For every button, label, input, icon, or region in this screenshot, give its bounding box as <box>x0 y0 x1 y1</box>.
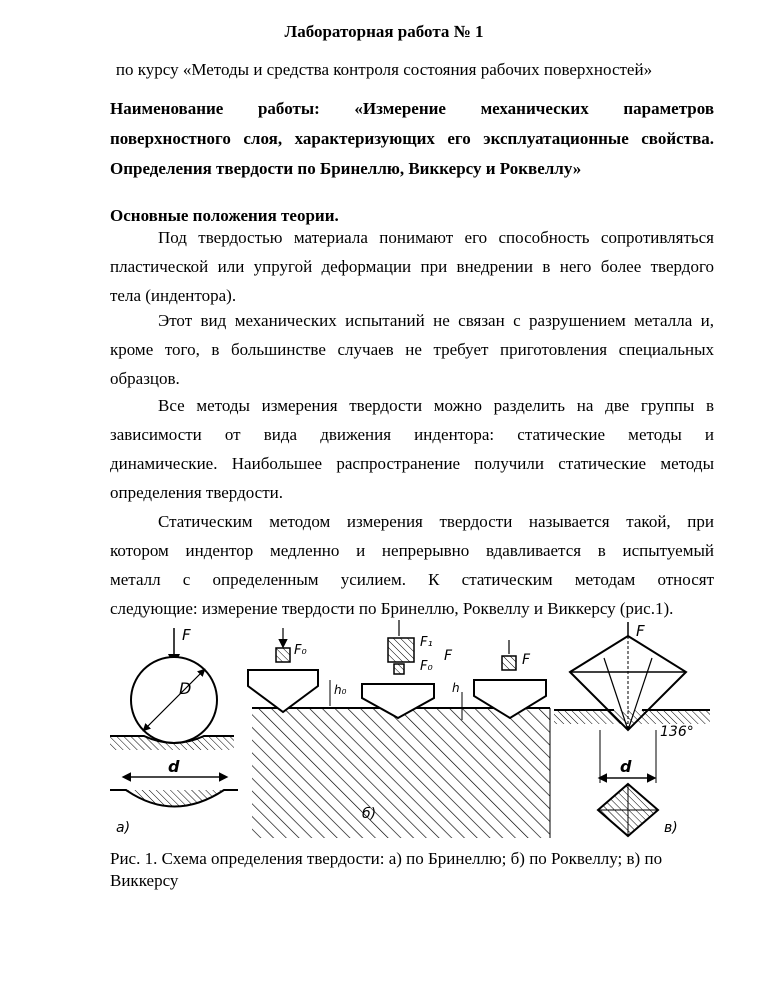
imprint-diameter-label: d <box>168 757 180 776</box>
force-label-3: F <box>522 652 531 668</box>
label-b: б) <box>362 806 377 822</box>
course-subtitle: по курсу «Методы и средства контроля состояния рабочих поверхностей» <box>115 60 653 79</box>
paragraph-2 <box>110 306 714 393</box>
hardness-figure <box>104 618 716 850</box>
diameter-label: D <box>179 679 192 698</box>
imprint-diagonal-label: d <box>620 757 632 776</box>
brinell-diagram <box>110 626 238 836</box>
work-name-line-3: Определения твердости по Бринеллю, Виккерсу и Роквеллу» <box>110 159 582 178</box>
section-heading: Основные положения теории. <box>110 206 339 225</box>
paragraph-line: Этот вид механических испытаний не связан с разрушением металла и, <box>158 311 714 330</box>
h-label: h <box>452 681 460 695</box>
paragraph-line: пластической или упругой деформации при внедрении в него более твердого <box>110 257 714 276</box>
angle-label: 136° <box>660 724 694 740</box>
force-label-4: F <box>636 622 645 640</box>
figure-caption: Рис. 1. Схема определения твердости: а) по Бринеллю; б) по Роквеллу; в) по Виккерсу <box>110 849 663 890</box>
paragraph-line: кроме того, в большинстве случаев не требует приготовления специальных <box>110 340 714 359</box>
paragraph-line: образцов. <box>110 369 180 388</box>
rockwell-diagram <box>248 620 550 838</box>
paragraph-line: следующие: измерение твердости по Бринеллю, Роквеллу и Виккерсу (рис.1). <box>110 599 674 618</box>
f0-label-2: F₀ <box>420 659 433 674</box>
vickers-diagram <box>554 622 710 836</box>
paragraph-line: тела (индентора). <box>110 286 237 305</box>
force-label: F <box>182 626 191 644</box>
f0-label: F₀ <box>294 643 307 658</box>
paragraph-line: Все методы измерения твердости можно разделить на две группы в <box>158 396 714 415</box>
label-v: в) <box>664 820 678 836</box>
paragraph-line: Статическим методом измерения твердости называется такой, при <box>158 512 714 531</box>
paragraph-line: определения твердости. <box>110 483 283 502</box>
work-name <box>110 94 714 184</box>
paragraph-4 <box>110 507 714 623</box>
f1-label: F₁ <box>420 635 433 650</box>
paragraph-line: Под твердостью материала понимают его способность сопротивляться <box>158 228 714 247</box>
h0-label: h₀ <box>334 683 347 697</box>
work-name-line-1: Наименование работы: «Измерение механических параметров <box>110 99 714 118</box>
force-label-2: F <box>444 648 453 664</box>
label-a: а) <box>116 820 131 836</box>
paragraph-line: динамические. Наибольшее распространение получили статические методы <box>110 454 714 473</box>
paragraph-3 <box>110 391 714 507</box>
paragraph-line: металл с определенным усилием. К статическим методам относят <box>110 570 714 589</box>
work-name-line-2: поверхностного слоя, характеризующих его эксплуатационные свойства. <box>110 129 714 148</box>
paragraph-line: котором индентор медленно и непрерывно вдавливается в испытуемый <box>110 541 714 560</box>
paragraph-1 <box>110 223 714 310</box>
paragraph-line: зависимости от вида движения индентора: статические методы и <box>110 425 714 444</box>
page-title: Лабораторная работа № 1 <box>284 22 484 41</box>
